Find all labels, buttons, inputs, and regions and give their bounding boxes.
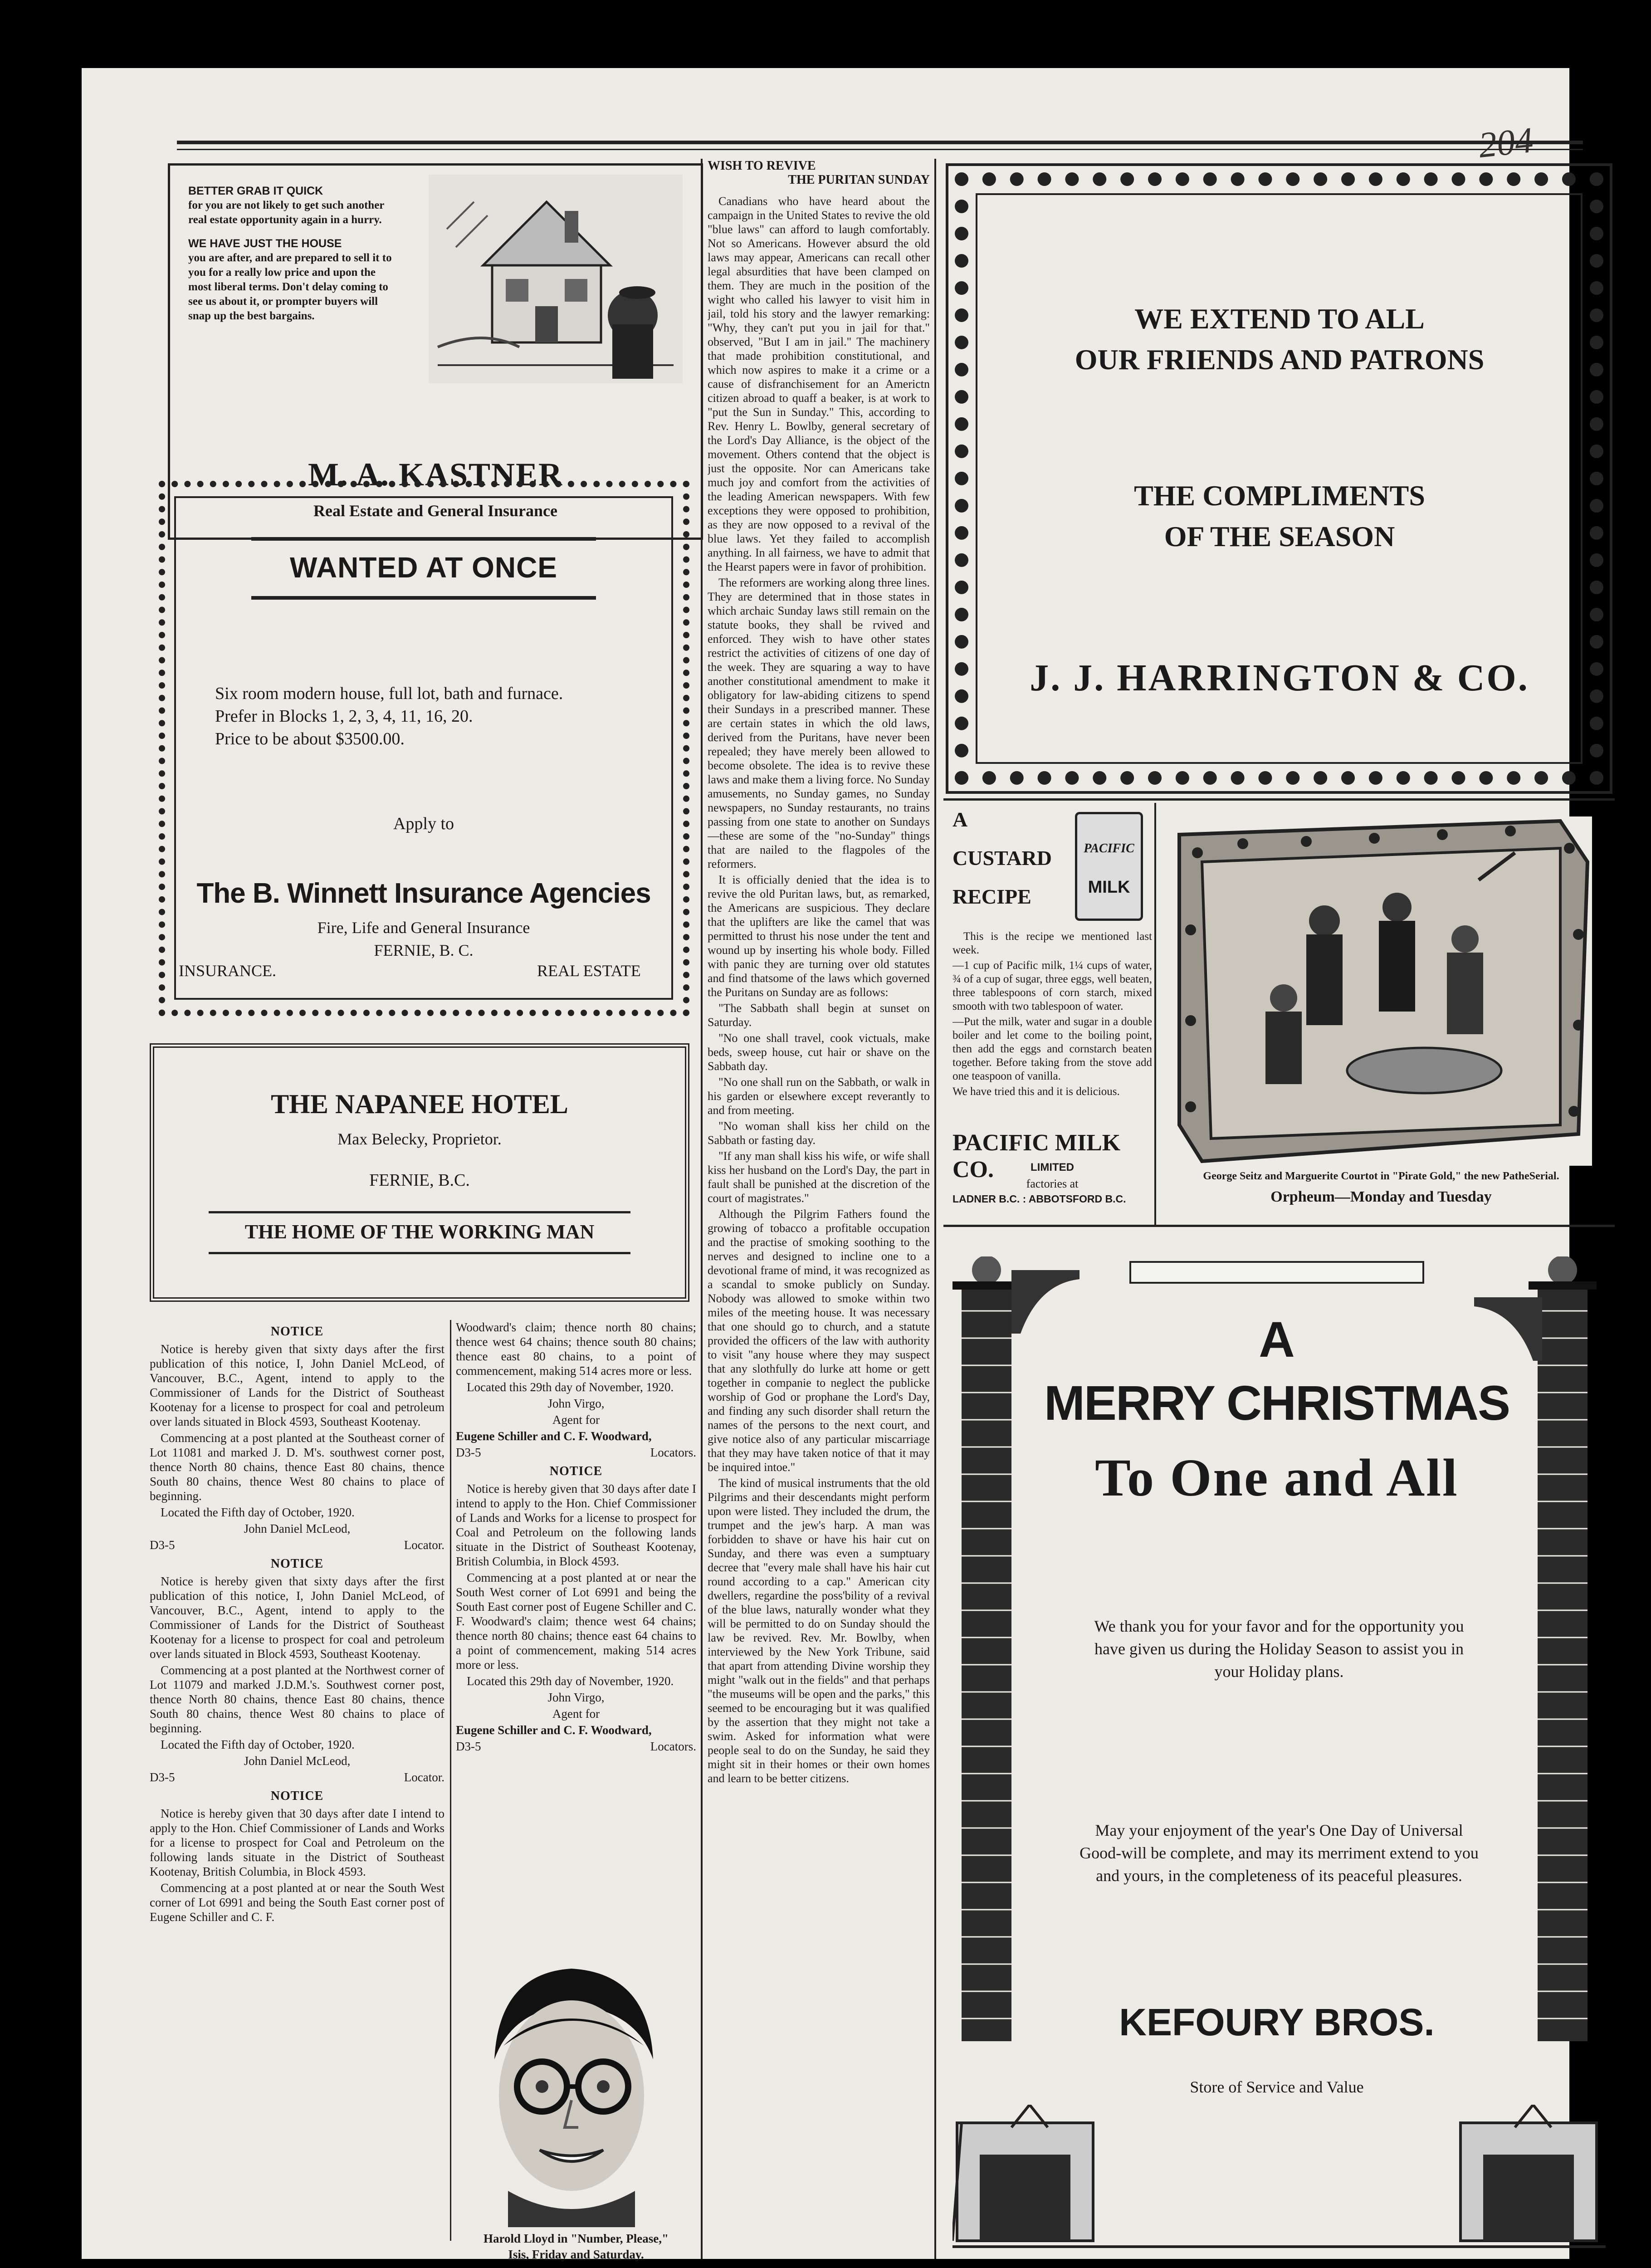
- custard-limited: LIMITED: [1031, 1161, 1074, 1173]
- kefoury-line1: A: [1259, 1312, 1295, 1368]
- kastner-copy: [188, 184, 397, 323]
- pirate-venue: Orpheum—Monday and Tuesday: [1270, 1188, 1492, 1205]
- custard-factories: factories at: [1026, 1177, 1079, 1190]
- notice-col2-body2b: Commencing at a post planted at or near the South West corner of Lot 6991 and being the South East corner post of Eugene Schiller and C. F. Woodward's claim; thence west 64 chains; thence north 80 chains; thence east 64 chains to a point of commencement, making 514 acres more or less.: [456, 1571, 696, 1672]
- article-para-1: Canadians who have heard about the campaign in the United States to revive the old "blue laws" can afford to laugh comfortably. Not so Americans. However absurd the old laws may appear, Americans can recall other legal absurdities that have been clamped on them. They are much in the position of the wight who called his lawyer to visit him in jail, told his story and the lawyer remarking: "Why, they can't put you in jail for that." observed, "But I am in jail." The machinery that made prohibition constitutional, and which now aspires to make it a crime or a cause of disfranchisement for an Americtn citizen abroad to quaff a beaker, is at work to "put the Sun in Sunday." This, according to Rev. Henry L. Bowlby, general secretary of the Lord's Day Alliance, is the object of the movement. Others contend that the object is just the opposite. Nor can Americans take much joy and comfort from the activities of the leading American newspapers. With few exceptions they were opposed to prohibition, as they are now opposed to a revival of the blue laws. Yet they failed to accomplish anything. In all fairness, we have to admit that the Hearst papers were in favor of prohibition.: [708, 195, 930, 573]
- puritan-sunday-article: [708, 159, 930, 2259]
- harrington-line3: THE COMPLIMENTS: [1134, 479, 1425, 512]
- winnett-services: Fire, Life and General Insurance: [317, 919, 530, 937]
- winnett-details: [215, 682, 650, 750]
- custard-p3: We have tried this and it is delicious.: [952, 1085, 1120, 1098]
- notice-3-body: Notice is hereby given that 30 days after date I intend to apply to the Hon. Chief Commissioner of Lands and Works for a license to prospect for Coal and Petroleum on the following lands situate in the District of Southeast Kootenay, British Columbia, in Block 4593.: [150, 1807, 444, 1878]
- napanee-location: FERNIE, B.C.: [369, 1171, 470, 1190]
- notice-1-footer: [150, 1538, 444, 1552]
- mid-right-rule: [943, 798, 1615, 801]
- notice-2-body2: Commencing at a post planted at the Northwest corner of Lot 11079 and marked J.D.M.'s. Southwest corner post, thence North 80 chains, thence East 80 chains, thence South 80 chains, thence West 80 chains to place of beginning.: [150, 1663, 444, 1735]
- notice-2-signer: John Daniel McLeod,: [244, 1754, 351, 1768]
- lloyd-caption-1: Harold Lloyd in "Number, Please,": [483, 2232, 669, 2245]
- article-para-2: The reformers are working along three lines. They are determined that in those states in which archaic Sunday laws still remain on the statute books, they shall be rvived and enforced. They wish to have other states restrict the activities of citizens of one day of the week. They are squaring a way to have another constitutional amendment to make it obligatory for law-abiding citizens to spend their Sundays in a prescribed manner. These are certain states in which the old laws, derived from the Puritans, have never been repealed; they have merely been allowed to become obsolete. The idea is to revive these laws and make them a living force. No Sunday amusements, no Sunday games, no Sunday newspapers, no Sunday restaurants, no trains passing from one state to another on Sundays—these are some of the "no-Sunday" things that are nailed to the flagpoles of the reformers.: [708, 576, 930, 870]
- winnett-line3: Price to be about $3500.00.: [215, 729, 405, 748]
- harrington-name: J. J. HARRINGTON & CO.: [1030, 657, 1529, 699]
- notice-col2-cont: Woodward's claim; thence north 80 chains; thence west 64 chains; thence south 80 chains; thence east 80 chains, to a point of commencement, making 514 acres more or less.: [456, 1320, 696, 1378]
- notice-col2-code1: D3-5: [456, 1446, 481, 1459]
- kefoury-line2: MERRY CHRISTMAS: [1044, 1375, 1510, 1430]
- notice-1-heading: NOTICE: [270, 1325, 324, 1339]
- notice-2-body: Notice is hereby given that sixty days after the first publication of this notice, I, John Daniel McLeod, of Vancouver, B.C., Agent, intend to apply to the Commissioner of Lands for the District of Southeast Kootenay for a license to prospect for coal and petroleum over lands situated in Block 4593, Southeast Kootenay.: [150, 1574, 444, 1661]
- kastner-p2-heading: WE HAVE JUST THE HOUSE: [188, 237, 342, 250]
- napanee-slogan-rule-bottom: [209, 1252, 630, 1254]
- article-para-8: "If any man shall kiss his wife, or wife shall kiss her husband on the Lord's Day, the part in fault shall be punished at the discretion of the court of magistrates.": [708, 1149, 930, 1205]
- milk-can-brand: PACIFIC: [1084, 841, 1134, 855]
- custard-title-3: RECIPE: [952, 885, 1031, 908]
- winnett-right-label: REAL ESTATE: [537, 962, 641, 980]
- winnett-apply: Apply to: [393, 814, 454, 833]
- kefoury-para2: May your enjoyment of the year's One Day of Universal Good-will be complete, and may its merriment extend to you and yours, in the completeness of its peaceful pleasures.: [1080, 1821, 1479, 1885]
- notice-col2-code2: D3-5: [456, 1740, 481, 1753]
- notice-col2-footer2: [456, 1739, 696, 1754]
- harrington-ad: [946, 163, 1612, 794]
- custard-title-1: A: [952, 808, 968, 831]
- house-illustration: [429, 175, 683, 383]
- kefoury-line3: To One and All: [1095, 1448, 1459, 1507]
- article-para-6: "No one shall run on the Sabbath, or walk in his garden or elsewhere except reverantly to and from meeting.: [708, 1075, 930, 1117]
- article-para-3: It is officially denied that the idea is to revive the old Puritan laws, but, as remarked, the Americans are suspicious. They declare that the uplifters are like the camel that was permitted to thrust his nose under the tent and wound up by inserting his whole body. Filled with panic they are turning over old statutes and find thatsome of the laws which governed the Puritans on Sunday are as follows:: [708, 873, 930, 999]
- notice-col2-date1: Located this 29th day of November, 1920.: [467, 1380, 674, 1394]
- snow-banner: [1129, 1261, 1424, 1284]
- harrington-line4: OF THE SEASON: [1164, 520, 1395, 552]
- notice-1-signer: John Daniel McLeod,: [244, 1522, 351, 1535]
- notice-1-body: Notice is hereby given that sixty days after the first publication of this notice, I, John Daniel McLeod, of Vancouver, B.C., Agent, intend to apply to the Commissioner of Lands for the District of Southeast Kootenay for a license to prospect for coal and petroleum over lands situated in Block 4593, Southeast Kootenay.: [150, 1342, 444, 1428]
- napanee-slogan: THE HOME OF THE WORKING MAN: [244, 1221, 595, 1243]
- custard-title-2: CUSTARD: [952, 846, 1052, 870]
- notice-3-heading: NOTICE: [270, 1789, 324, 1803]
- notice-col2-agent2: Agent for: [552, 1707, 600, 1721]
- article-right-divider: [934, 159, 936, 2259]
- notice-col2-role2: Locators.: [650, 1740, 696, 1753]
- notice-2-code: D3-5: [150, 1770, 175, 1784]
- article-left-divider: [701, 159, 703, 2259]
- kefoury-tagline: Store of Service and Value: [1190, 2078, 1364, 2096]
- notice-col2-for2: Eugene Schiller and C. F. Woodward,: [456, 1723, 652, 1737]
- top-rule: [177, 141, 1583, 144]
- pirate-gold-illustration: [1170, 816, 1592, 1166]
- kefoury-bottom-rule: [952, 2245, 1606, 2248]
- harrington-line1: WE EXTEND TO ALL: [1134, 303, 1425, 335]
- notice-2-heading: NOTICE: [270, 1557, 324, 1571]
- harrington-line2: OUR FRIENDS AND PATRONS: [1075, 343, 1485, 376]
- fireplace-right: [1456, 2105, 1601, 2250]
- custard-places: LADNER B.C. : ABBOTSFORD B.C.: [952, 1193, 1126, 1205]
- napanee-slogan-rule-top: [209, 1211, 630, 1213]
- lloyd-caption-2: Isis, Friday and Saturday.: [508, 2248, 644, 2261]
- kefoury-para1: We thank you for your favor and for the opportunity you have given us during the Holiday Season to assist you in your Holiday plans.: [1094, 1617, 1464, 1681]
- notice-3-body2: Commencing at a post planted at or near the South West corner of Lot 6991 and being the South East corner post of Eugene Schiller and C. F.: [150, 1881, 444, 1924]
- milk-can: [1075, 812, 1143, 921]
- kastner-p2-text: you are after, and are prepared to sell it to you for a really low price and upon the most liberal terms. Don't delay coming to see us about it, or prompter buyers will snap up the best bargains.: [188, 252, 392, 322]
- newspaper-page: [82, 68, 1569, 2259]
- custard-p1: —1 cup of Pacific milk, 1¼ cups of water, ¾ of a cup of sugar, three eggs, well beaten, three tablespoons of corn starch, mixed smooth with two tablespoon of water.: [952, 959, 1152, 1012]
- custard-intro: This is the recipe we mentioned last week.: [952, 930, 1152, 956]
- harold-lloyd-portrait: [463, 1955, 680, 2227]
- notice-col2-date2: Located this 29th day of November, 1920.: [467, 1674, 674, 1688]
- fireplace-left: [952, 2105, 1098, 2250]
- custard-ad: [943, 803, 1152, 1225]
- notice-col2-for1: Eugene Schiller and C. F. Woodward,: [456, 1429, 652, 1443]
- napanee-ad: [150, 1043, 689, 1302]
- kastner-tagline: Real Estate and General Insurance: [313, 502, 557, 520]
- lower-right-rule: [943, 1225, 1615, 1227]
- notice-col2-signer2: John Virgo,: [547, 1691, 605, 1704]
- notices-divider: [450, 1320, 451, 2241]
- kefoury-name: KEFOURY BROS.: [1119, 2001, 1435, 2043]
- notice-col2-body2: Notice is hereby given that 30 days after date I intend to apply to the Hon. Chief Commissioner of Lands and Works for a license to prospect for Coal and Petroleum on the following lands situate in the District of Southeast Kootenay, British Columbia, in Block 4593.: [456, 1482, 696, 1568]
- notice-1-date: Located the Fifth day of October, 1920.: [161, 1505, 355, 1519]
- article-para-7: "No woman shall kiss her child on the Sabbath or fasting day.: [708, 1119, 930, 1147]
- napanee-name: THE NAPANEE HOTEL: [271, 1089, 568, 1119]
- custard-recipe-text: [952, 930, 1152, 1111]
- notice-1-role: Locator.: [404, 1538, 444, 1552]
- winnett-location: FERNIE, B. C.: [374, 941, 474, 959]
- article-para-5: "No one shall travel, cook victuals, make beds, sweep house, cut hair or shave on the Sabbath day.: [708, 1031, 930, 1073]
- notices-column-2: [456, 1320, 696, 1946]
- notice-1-body2: Commencing at a post planted at the Southeast corner of Lot 11081 and marked J. D. M's. southwest corner post, thence North 80 chains, thence East 80 chains, thence South 80 chains, thence West 80 chains to place of beginning.: [150, 1431, 444, 1503]
- winnett-title-rule-top: [251, 537, 596, 541]
- notice-2-role: Locator.: [404, 1770, 444, 1784]
- pirate-caption: George Seitz and Marguerite Courtot in "Pirate Gold," the new PatheSerial.: [1203, 1170, 1559, 1182]
- winnett-ad: [159, 481, 689, 1016]
- notice-col2-signer1: John Virgo,: [547, 1397, 605, 1410]
- notice-col2-agent1: Agent for: [552, 1413, 600, 1427]
- article-para-10: The kind of musical instruments that the old Pilgrims and their descendants might perform upon were listed. They included the drum, the trumpet and the jew's harp. A man was forbidden to shave or have his hair cut on Sunday, and there was even a sumptuary decree that "every male shall have his hair cut round according to a cap." American city dwellers, regardine the poss'bility of a revival of the blue laws, naturally wonder what they will be permitted to do on Sunday should the law be revived. Rev. Mr. Bowlby, when interviewed by the New York Tribune, said that apart from attending Divine worship they might "walk out in the fields" and that perhaps "the museums will be open and the parks," this seemed to be encouraging but it was qualified by the assertion that they might not take a swim. Asked for information what were people seal to do on the Sunday, he said they might sit in their homes or their own homes and learn to be better citizens.: [708, 1476, 930, 1785]
- winnett-left-label: INSURANCE.: [179, 962, 277, 980]
- notice-2-footer: [150, 1770, 444, 1784]
- custard-divider: [1154, 803, 1156, 1225]
- kefoury-ad: [943, 1229, 1610, 2259]
- winnett-title: WANTED AT ONCE: [290, 551, 557, 584]
- kastner-p1-text: for you are not likely to get such another real estate opportunity again in a hurry.: [188, 199, 384, 226]
- notice-col2-footer1: [456, 1445, 696, 1460]
- milk-can-label: MILK: [1088, 878, 1130, 897]
- winnett-agency: The B. Winnett Insurance Agencies: [196, 878, 651, 909]
- winnett-line1: Six room modern house, full lot, bath and furnace.: [215, 684, 563, 703]
- kastner-p1-heading: BETTER GRAB IT QUICK: [188, 185, 323, 197]
- notice-1-code: D3-5: [150, 1538, 175, 1552]
- article-para-4: "The Sabbath shall begin at sunset on Saturday.: [708, 1002, 930, 1029]
- notices-column-1: [150, 1320, 444, 2241]
- notice-2-date: Located the Fifth day of October, 1920.: [161, 1738, 355, 1751]
- winnett-title-rule-bottom: [251, 596, 596, 600]
- napanee-proprietor: Max Belecky, Proprietor.: [337, 1130, 502, 1148]
- custard-p2: —Put the milk, water and sugar in a double boiler and let come to the boiling point, then add the eggs and cornstarch beaten together. Before taking from the stove add one teaspoon of vanilla.: [952, 1016, 1152, 1082]
- top-rule-thin: [177, 149, 1583, 150]
- kastner-name: M. A. KASTNER: [308, 456, 563, 493]
- article-para-9: Although the Pilgrim Fathers found the growing of tobacco a profitable occupation and the practise of smoking soothing to the nerves and designed to incline one to a devotional frame of mind, it was recognized as a scandal to smoke publicly on Sunday. Nobody was allowed to smoke within two miles of the meeting house. It was necessary that one should go to church, and a statute provided the officers of the law with authority to visit "any house where they may suspect that any slothfully do lurke att home or gett together in companie to neglect the publicke worship of God or prophane the Lord's Day, and finding any such disorder shall return the names of the persons to the next court, and give notice also of any particular miscarriage that they may have taken notice of that it may be inquired intoe.": [708, 1207, 930, 1474]
- article-headline-1: WISH TO REVIVE: [708, 159, 816, 173]
- notice-col2-role1: Locators.: [650, 1446, 696, 1459]
- article-headline-2: THE PURITAN SUNDAY: [788, 173, 930, 187]
- winnett-line2: Prefer in Blocks 1, 2, 3, 4, 11, 16, 20.: [215, 707, 473, 726]
- notice-col2-heading2: NOTICE: [549, 1464, 603, 1478]
- custard-company: PACIFIC MILK CO.: [952, 1130, 1121, 1183]
